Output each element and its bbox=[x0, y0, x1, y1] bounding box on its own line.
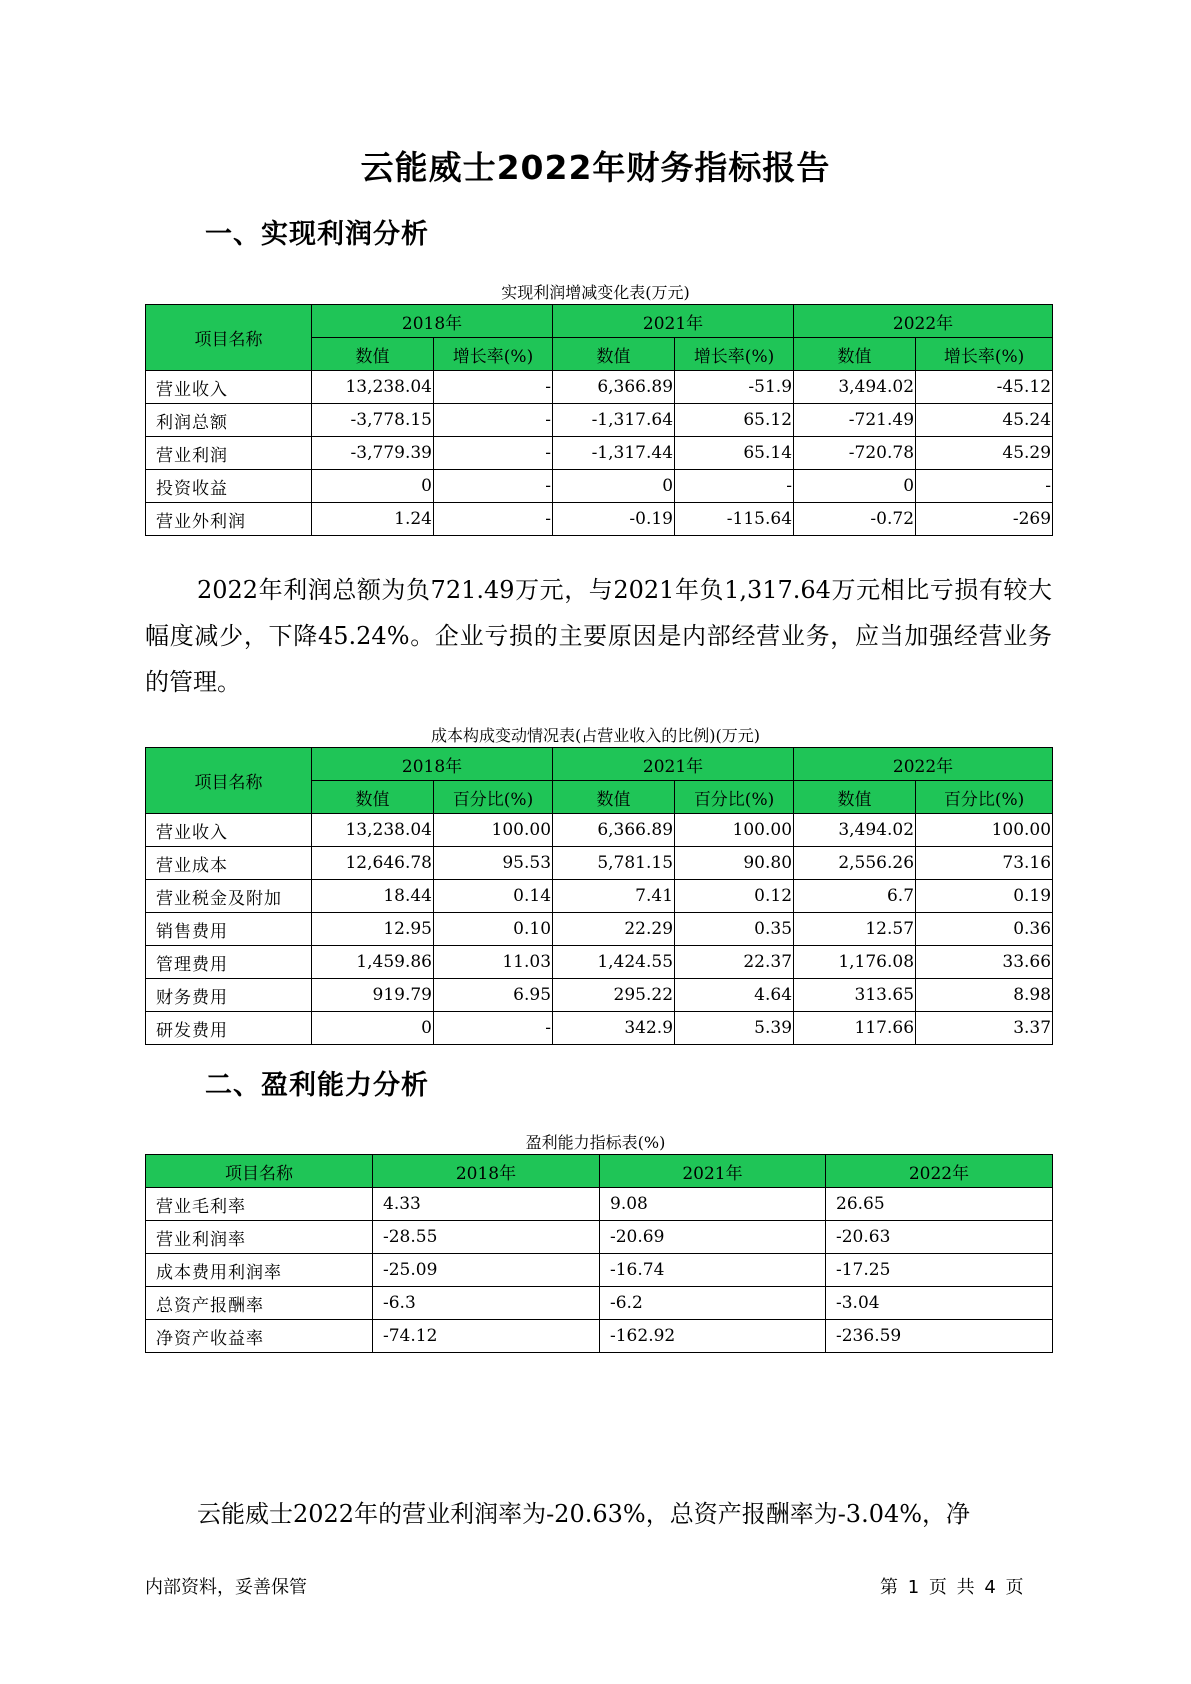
table-cell: 45.29 bbox=[916, 437, 1053, 470]
table-cell: -0.72 bbox=[794, 503, 916, 536]
row-label: 成本费用利润率 bbox=[146, 1254, 373, 1287]
row-label: 营业收入 bbox=[146, 814, 312, 847]
table-cell: 1,459.86 bbox=[312, 946, 434, 979]
table-cell: -16.74 bbox=[600, 1254, 826, 1287]
header-growth: 增长率(%) bbox=[434, 338, 553, 371]
row-label: 投资收益 bbox=[146, 470, 312, 503]
table-cell: 295.22 bbox=[553, 979, 675, 1012]
table-row bbox=[146, 371, 1053, 404]
table-cell: 0.12 bbox=[675, 880, 794, 913]
table-cell: 12.57 bbox=[794, 913, 916, 946]
header-percent: 百分比(%) bbox=[675, 781, 794, 814]
row-label: 营业利润率 bbox=[146, 1221, 373, 1254]
table-cell: 0.19 bbox=[916, 880, 1053, 913]
table-row bbox=[146, 946, 1053, 979]
table-row bbox=[146, 814, 1053, 847]
table-cell: -3.04 bbox=[826, 1287, 1053, 1320]
table-cell: -20.69 bbox=[600, 1221, 826, 1254]
table-cell: -1,317.44 bbox=[553, 437, 675, 470]
table-row bbox=[146, 1287, 1053, 1320]
table-cell: -74.12 bbox=[373, 1320, 600, 1353]
table-cell: 0.10 bbox=[434, 913, 553, 946]
document-title: 云能威士2022年财务指标报告 bbox=[360, 148, 831, 187]
table-cell: 100.00 bbox=[916, 814, 1053, 847]
table-cell: 26.65 bbox=[826, 1188, 1053, 1221]
table-cell: -45.12 bbox=[916, 371, 1053, 404]
table-row bbox=[146, 404, 1053, 437]
table-cell: 1.24 bbox=[312, 503, 434, 536]
table-cell: -3,779.39 bbox=[312, 437, 434, 470]
row-label: 研发费用 bbox=[146, 1012, 312, 1045]
table-cell: 6.95 bbox=[434, 979, 553, 1012]
table-cell: 65.12 bbox=[675, 404, 794, 437]
header-year: 2018年 bbox=[312, 748, 553, 781]
table-cell: 313.65 bbox=[794, 979, 916, 1012]
table-cell: -6.3 bbox=[373, 1287, 600, 1320]
header-value: 数值 bbox=[312, 781, 434, 814]
table-cell: 3,494.02 bbox=[794, 371, 916, 404]
table-cell: 8.98 bbox=[916, 979, 1053, 1012]
header-item-name: 项目名称 bbox=[146, 1155, 373, 1188]
table-cell: - bbox=[434, 437, 553, 470]
table-cell: - bbox=[434, 503, 553, 536]
row-label: 利润总额 bbox=[146, 404, 312, 437]
section-title-profit: 一、实现利润分析 bbox=[205, 219, 429, 250]
table-cell: -162.92 bbox=[600, 1320, 826, 1353]
table-cell: 22.29 bbox=[553, 913, 675, 946]
table-cell: - bbox=[434, 1012, 553, 1045]
section-title-profitability: 二、盈利能力分析 bbox=[205, 1070, 429, 1101]
table-cell: 13,238.04 bbox=[312, 814, 434, 847]
header-value: 数值 bbox=[553, 338, 675, 371]
profit-change-table bbox=[145, 304, 1053, 536]
table-cell: -6.2 bbox=[600, 1287, 826, 1320]
row-label: 销售费用 bbox=[146, 913, 312, 946]
row-label: 营业成本 bbox=[146, 847, 312, 880]
row-label: 财务费用 bbox=[146, 979, 312, 1012]
header-year: 2021年 bbox=[553, 748, 794, 781]
table-cell: 22.37 bbox=[675, 946, 794, 979]
header-growth: 增长率(%) bbox=[916, 338, 1053, 371]
table-cell: -0.19 bbox=[553, 503, 675, 536]
header-year: 2022年 bbox=[826, 1155, 1053, 1188]
header-value: 数值 bbox=[794, 781, 916, 814]
header-percent: 百分比(%) bbox=[916, 781, 1053, 814]
table-cell: -28.55 bbox=[373, 1221, 600, 1254]
table-cell: 100.00 bbox=[675, 814, 794, 847]
table-cell: 33.66 bbox=[916, 946, 1053, 979]
header-item-name: 项目名称 bbox=[146, 748, 312, 814]
table-cell: 18.44 bbox=[312, 880, 434, 913]
table-cell: -720.78 bbox=[794, 437, 916, 470]
table-cell: 6,366.89 bbox=[553, 371, 675, 404]
table-cell: 0.35 bbox=[675, 913, 794, 946]
paragraph-profit-analysis: 2022年利润总额为负721.49万元，与2021年负1,317.64万元相比亏损有较大幅度减少，下降45.24%。企业亏损的主要原因是内部经营业务，应当加强经营业务的管理。 bbox=[145, 576, 1052, 696]
table-row bbox=[146, 470, 1053, 503]
table-cell: 45.24 bbox=[916, 404, 1053, 437]
header-year: 2022年 bbox=[794, 748, 1053, 781]
table-cell: 342.9 bbox=[553, 1012, 675, 1045]
table-cell: 9.08 bbox=[600, 1188, 826, 1221]
table-cell: 13,238.04 bbox=[312, 371, 434, 404]
table-cell: 0 bbox=[312, 470, 434, 503]
table-cell: - bbox=[675, 470, 794, 503]
table-cell: 3.37 bbox=[916, 1012, 1053, 1045]
table2-body bbox=[146, 814, 1053, 1045]
row-label: 营业毛利率 bbox=[146, 1188, 373, 1221]
table-cell: 0 bbox=[312, 1012, 434, 1045]
table-cell: 0 bbox=[553, 470, 675, 503]
table-cell: 95.53 bbox=[434, 847, 553, 880]
table-row bbox=[146, 1012, 1053, 1045]
table-cell: 65.14 bbox=[675, 437, 794, 470]
table-cell: 1,176.08 bbox=[794, 946, 916, 979]
table-cell: 0.14 bbox=[434, 880, 553, 913]
row-label: 营业税金及附加 bbox=[146, 880, 312, 913]
table-cell: - bbox=[434, 371, 553, 404]
table-cell: 12.95 bbox=[312, 913, 434, 946]
table-row bbox=[146, 503, 1053, 536]
table-row bbox=[146, 1221, 1053, 1254]
row-label: 营业收入 bbox=[146, 371, 312, 404]
footer-confidential-note: 内部资料，妥善保管 bbox=[145, 1577, 307, 1598]
table-cell: 100.00 bbox=[434, 814, 553, 847]
row-label: 总资产报酬率 bbox=[146, 1287, 373, 1320]
table-row bbox=[146, 437, 1053, 470]
table-cell: 5,781.15 bbox=[553, 847, 675, 880]
table-row bbox=[146, 979, 1053, 1012]
table-cell: -20.63 bbox=[826, 1221, 1053, 1254]
table-cell: -51.9 bbox=[675, 371, 794, 404]
header-growth: 增长率(%) bbox=[675, 338, 794, 371]
table-cell: -17.25 bbox=[826, 1254, 1053, 1287]
table-cell: - bbox=[434, 404, 553, 437]
header-percent: 百分比(%) bbox=[434, 781, 553, 814]
table-cell: 73.16 bbox=[916, 847, 1053, 880]
table-cell: 4.64 bbox=[675, 979, 794, 1012]
table-cell: 6,366.89 bbox=[553, 814, 675, 847]
table-cell: -721.49 bbox=[794, 404, 916, 437]
table-cell: 4.33 bbox=[373, 1188, 600, 1221]
table-cell: -115.64 bbox=[675, 503, 794, 536]
table3-body bbox=[146, 1188, 1053, 1353]
header-year: 2022年 bbox=[794, 305, 1053, 338]
header-value: 数值 bbox=[312, 338, 434, 371]
table-cell: 7.41 bbox=[553, 880, 675, 913]
row-label: 营业外利润 bbox=[146, 503, 312, 536]
table-row bbox=[146, 1254, 1053, 1287]
table3-caption: 盈利能力指标表(%) bbox=[525, 1133, 666, 1152]
table2-caption: 成本构成变动情况表(占营业收入的比例)(万元) bbox=[431, 726, 760, 745]
header-year: 2021年 bbox=[553, 305, 794, 338]
paragraph-profitability-analysis: 云能威士2022年的营业利润率为-20.63%，总资产报酬率为-3.04%，净 bbox=[197, 1500, 971, 1528]
table-cell: 90.80 bbox=[675, 847, 794, 880]
table-row bbox=[146, 1188, 1053, 1221]
table-cell: -269 bbox=[916, 503, 1053, 536]
table-cell: 2,556.26 bbox=[794, 847, 916, 880]
profitability-ratio-table bbox=[145, 1154, 1053, 1353]
table-row bbox=[146, 880, 1053, 913]
cost-structure-table bbox=[145, 747, 1053, 1045]
row-label: 营业利润 bbox=[146, 437, 312, 470]
table-row bbox=[146, 1320, 1053, 1353]
table-row bbox=[146, 847, 1053, 880]
table-cell: 117.66 bbox=[794, 1012, 916, 1045]
table-cell: 0.36 bbox=[916, 913, 1053, 946]
table-cell: 6.7 bbox=[794, 880, 916, 913]
header-year: 2018年 bbox=[312, 305, 553, 338]
table-cell: -1,317.64 bbox=[553, 404, 675, 437]
header-year: 2018年 bbox=[373, 1155, 600, 1188]
table-cell: 12,646.78 bbox=[312, 847, 434, 880]
table-cell: 3,494.02 bbox=[794, 814, 916, 847]
table-cell: 11.03 bbox=[434, 946, 553, 979]
table1-body bbox=[146, 371, 1053, 536]
table1-caption: 实现利润增减变化表(万元) bbox=[501, 283, 690, 302]
table-cell: - bbox=[434, 470, 553, 503]
header-value: 数值 bbox=[553, 781, 675, 814]
row-label: 管理费用 bbox=[146, 946, 312, 979]
table-cell: -25.09 bbox=[373, 1254, 600, 1287]
table-cell: -236.59 bbox=[826, 1320, 1053, 1353]
table-cell: - bbox=[916, 470, 1053, 503]
row-label: 净资产收益率 bbox=[146, 1320, 373, 1353]
header-item-name: 项目名称 bbox=[146, 305, 312, 371]
header-year: 2021年 bbox=[600, 1155, 826, 1188]
table-cell: 919.79 bbox=[312, 979, 434, 1012]
footer-page-number: 第 1 页 共 4 页 bbox=[880, 1577, 1024, 1598]
table-cell: 0 bbox=[794, 470, 916, 503]
table-row bbox=[146, 913, 1053, 946]
header-value: 数值 bbox=[794, 338, 916, 371]
table-cell: -3,778.15 bbox=[312, 404, 434, 437]
table-cell: 5.39 bbox=[675, 1012, 794, 1045]
table-cell: 1,424.55 bbox=[553, 946, 675, 979]
